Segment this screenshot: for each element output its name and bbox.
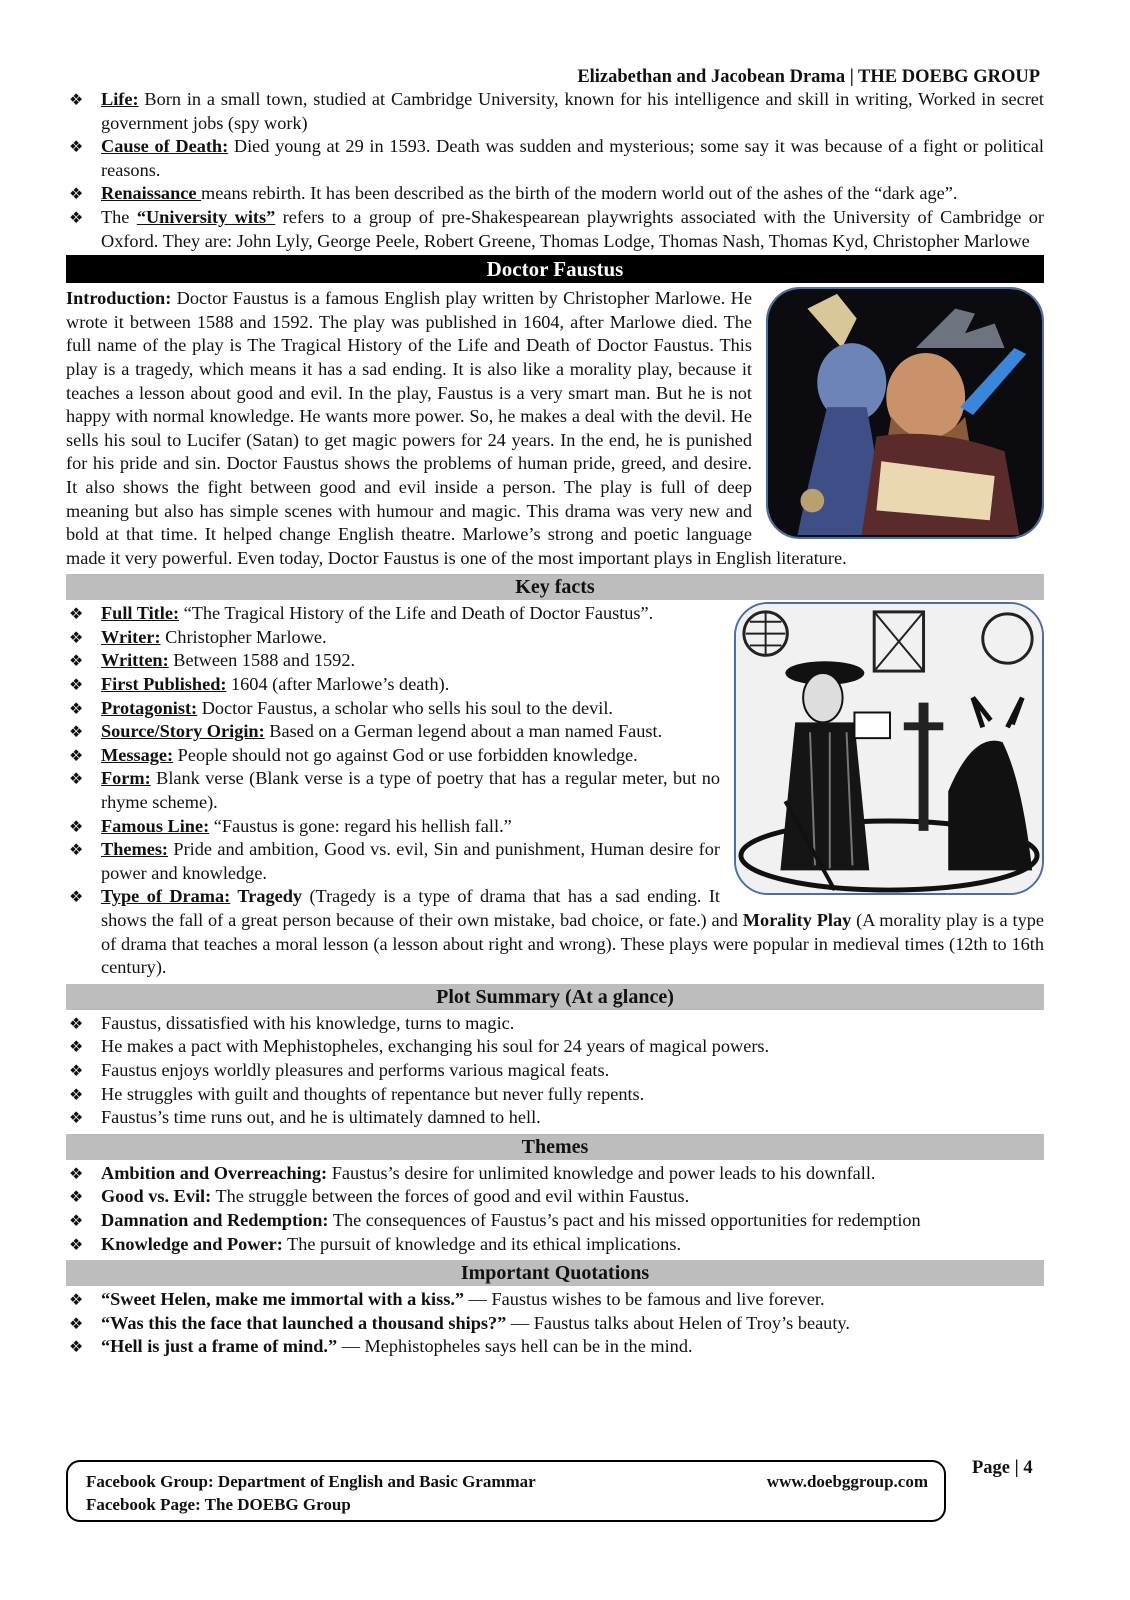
fact-label: Writer: <box>101 626 161 647</box>
fact-label: Protagonist: <box>101 697 198 718</box>
theme-text: The consequences of Faustus’s pact and his missed opportunities for redemption <box>328 1209 921 1230</box>
bullet-label: “University wits” <box>136 206 276 227</box>
list-item <box>66 1335 1044 1359</box>
footer-box <box>66 1460 946 1522</box>
list-item <box>66 815 1044 839</box>
plot-summary-list <box>66 1012 1044 1130</box>
fact-text: 1604 (after Marlowe’s death). <box>226 674 450 695</box>
list-item <box>66 1288 1044 1312</box>
fact-label: Themes: <box>101 839 169 860</box>
key-facts-list <box>66 602 1044 980</box>
fact-text: Doctor Faustus, a scholar who sells his soul to the devil. <box>197 697 613 718</box>
list-item <box>66 1185 1044 1209</box>
bullet-text: means rebirth. It has been described as the birth of the modern world out of the ashes of the “dark age”. <box>201 183 958 204</box>
fact-text: Pride and ambition, Good vs. evil, Sin and punishment, Human desire for power and knowledge. <box>101 839 720 883</box>
theme-text: The pursuit of knowledge and its ethical implications. <box>282 1233 682 1254</box>
list-item <box>66 135 1044 182</box>
drama-type-text: (A morality play is a type of drama that teaches a moral lesson (a lesson about right and wrong). These plays were popular in medieval times (12th to 16th century). <box>101 910 1044 978</box>
list-item <box>66 206 1044 253</box>
fact-text: “Faustus is gone: regard his hellish fall.” <box>209 815 512 836</box>
quote-text: “Hell is just a frame of mind.” <box>101 1336 338 1357</box>
key-facts-block <box>66 602 1044 980</box>
footer-website-link[interactable]: www.doebggroup.com <box>766 1472 928 1491</box>
list-item <box>66 767 1044 814</box>
list-item <box>66 744 1044 768</box>
section-title-key-facts: Key facts <box>66 574 1044 600</box>
fact-text: “The Tragical History of the Life and Death of Doctor Faustus”. <box>179 603 654 624</box>
list-item <box>66 626 1044 650</box>
section-title-quotations: Important Quotations <box>66 1260 1044 1286</box>
list-item <box>66 1209 1044 1233</box>
list-item <box>66 885 1044 979</box>
fact-label: First Published: <box>101 674 227 695</box>
quote-text: “Sweet Helen, make me immortal with a kiss.” <box>101 1289 465 1310</box>
quote-note: — Faustus wishes to be famous and live forever. <box>464 1289 825 1310</box>
introduction-paragraph <box>66 287 1044 570</box>
fact-text: Christopher Marlowe. <box>160 626 327 647</box>
bullet-text: Died young at 29 in 1593. Death was sudden and mysterious; some say it was because of a fight or political reasons. <box>101 136 1044 180</box>
theme-text: Faustus’s desire for unlimited knowledge and power leads to his downfall. <box>327 1162 876 1183</box>
fact-label: Message: <box>101 744 174 765</box>
running-header: Elizabethan and Jacobean Drama | THE DOEBG GROUP <box>577 67 1040 87</box>
drama-type-morality: Morality Play <box>742 910 852 930</box>
quote-note: — Faustus talks about Helen of Troy’s beauty. <box>506 1312 850 1333</box>
theme-label: Knowledge and Power: <box>101 1233 283 1254</box>
list-item <box>66 1162 1044 1186</box>
list-item <box>66 720 1044 744</box>
footer-facebook-group: Facebook Group: Department of English and Basic Grammar <box>86 1472 536 1491</box>
list-item <box>66 182 1044 206</box>
list-item <box>66 1233 1044 1257</box>
list-item: ❖ Faustus, dissatisfied with his knowledge, turns to magic. <box>66 1012 1044 1036</box>
list-item <box>66 649 1044 673</box>
list-item <box>66 697 1044 721</box>
list-item <box>66 88 1044 135</box>
fact-label: Form: <box>101 768 151 789</box>
intro-bullet-list <box>66 88 1044 253</box>
bullet-label: Cause of Death: <box>101 136 229 157</box>
fact-label: Famous Line: <box>101 815 210 836</box>
document-page <box>66 66 1044 1359</box>
drama-type-text: (Tragedy is a type of drama that has a sad ending. It shows the fall of a great person because of their own mistake, bad choice, or fate.) and <box>101 886 743 930</box>
bullet-text: refers to a group of pre-Shakespearean playwrights associated with the University of Cambridge or Oxford. They are: John Lyly, George Peele, Robert Greene, Thomas Lodge, Thomas Nash, Thomas Kyd, Christopher Marlowe <box>101 206 1045 251</box>
fact-label: Type of Drama: <box>101 886 231 907</box>
theme-text: The struggle between the forces of good and evil within Faustus. <box>211 1186 690 1207</box>
list-item: ❖ He makes a pact with Mephistopheles, exchanging his soul for 24 years of magical powers. <box>66 1035 1044 1059</box>
fact-text: Between 1588 and 1592. <box>168 650 356 671</box>
list-item <box>66 602 1044 626</box>
list-item <box>66 838 1044 885</box>
quote-note: — Mephistopheles says hell can be in the mind. <box>337 1336 693 1357</box>
bullet-label: Life: <box>101 89 139 109</box>
bullet-prefix: The <box>101 206 137 227</box>
list-item: ❖ Faustus’s time runs out, and he is ultimately damned to hell. <box>66 1106 1044 1130</box>
fact-text: Based on a German legend about a man named Faust. <box>264 721 663 742</box>
bullet-text: Born in a small town, studied at Cambridge University, known for his intelligence and skill in writing, Worked in secret government jobs (spy work) <box>101 89 1044 133</box>
drama-type-tragedy: Tragedy <box>230 886 303 907</box>
fact-text: Blank verse (Blank verse is a type of poetry that has a regular meter, but no rhyme scheme). <box>101 768 720 813</box>
bullet-label: Renaissance <box>101 183 202 204</box>
section-title-plot-summary: Plot Summary (At a glance) <box>66 984 1044 1010</box>
quote-text: “Was this the face that launched a thousand ships?” <box>101 1312 507 1333</box>
fact-label: Source/Story Origin: <box>101 721 265 742</box>
list-item <box>66 673 1044 697</box>
fact-text: People should not go against God or use forbidden knowledge. <box>173 744 638 765</box>
footer-facebook-page: Facebook Page: The DOEBG Group <box>86 1495 351 1514</box>
themes-list <box>66 1162 1044 1256</box>
fact-label: Written: <box>101 650 169 671</box>
fact-label: Full Title: <box>101 603 180 624</box>
page-number: Page | 4 <box>972 1458 1033 1478</box>
intro-label: Introduction: <box>66 288 172 309</box>
theme-label: Damnation and Redemption: <box>101 1209 329 1230</box>
quotations-list <box>66 1288 1044 1359</box>
faustus-devil-illustration <box>766 287 1044 539</box>
theme-label: Good vs. Evil: <box>101 1186 212 1207</box>
section-title-doctor-faustus: Doctor Faustus <box>66 255 1044 283</box>
intro-text: Doctor Faustus is a famous English play written by Christopher Marlowe. He wrote it between 1588 and 1592. The play was published in 1604, after Marlowe died. The full name of the play is The Tragical History of the Life and Death of Doctor Faustus. This play is a tragedy, which means it has a sad ending. It is also like a morality play, because it teaches a lesson about good and evil. In the play, Faustus is a very smart man. But he is not happy with normal knowledge. He wants more power. So, he makes a deal with the devil. He sells his soul to Lucifer (Satan) to get magic powers for 24 years. In the end, he is punished for his pride and sin. Doctor Faustus shows the problems of human pride, greed, and desire. It also shows the fight between good and evil inside a person. The play is full of deep meaning but also has simple scenes with humour and magic. This drama was very new and bold at that time. It helped change English theatre. Marlowe’s strong and poetic language made it very powerful. Even today, Doctor Faustus is one of the most important plays in English literature. <box>66 288 847 568</box>
list-item: ❖ Faustus enjoys worldly pleasures and performs various magical feats. <box>66 1059 1044 1083</box>
list-item <box>66 1312 1044 1336</box>
section-title-themes: Themes <box>66 1134 1044 1160</box>
theme-label: Ambition and Overreaching: <box>101 1162 328 1183</box>
list-item: ❖ He struggles with guilt and thoughts of repentance but never fully repents. <box>66 1083 1044 1107</box>
